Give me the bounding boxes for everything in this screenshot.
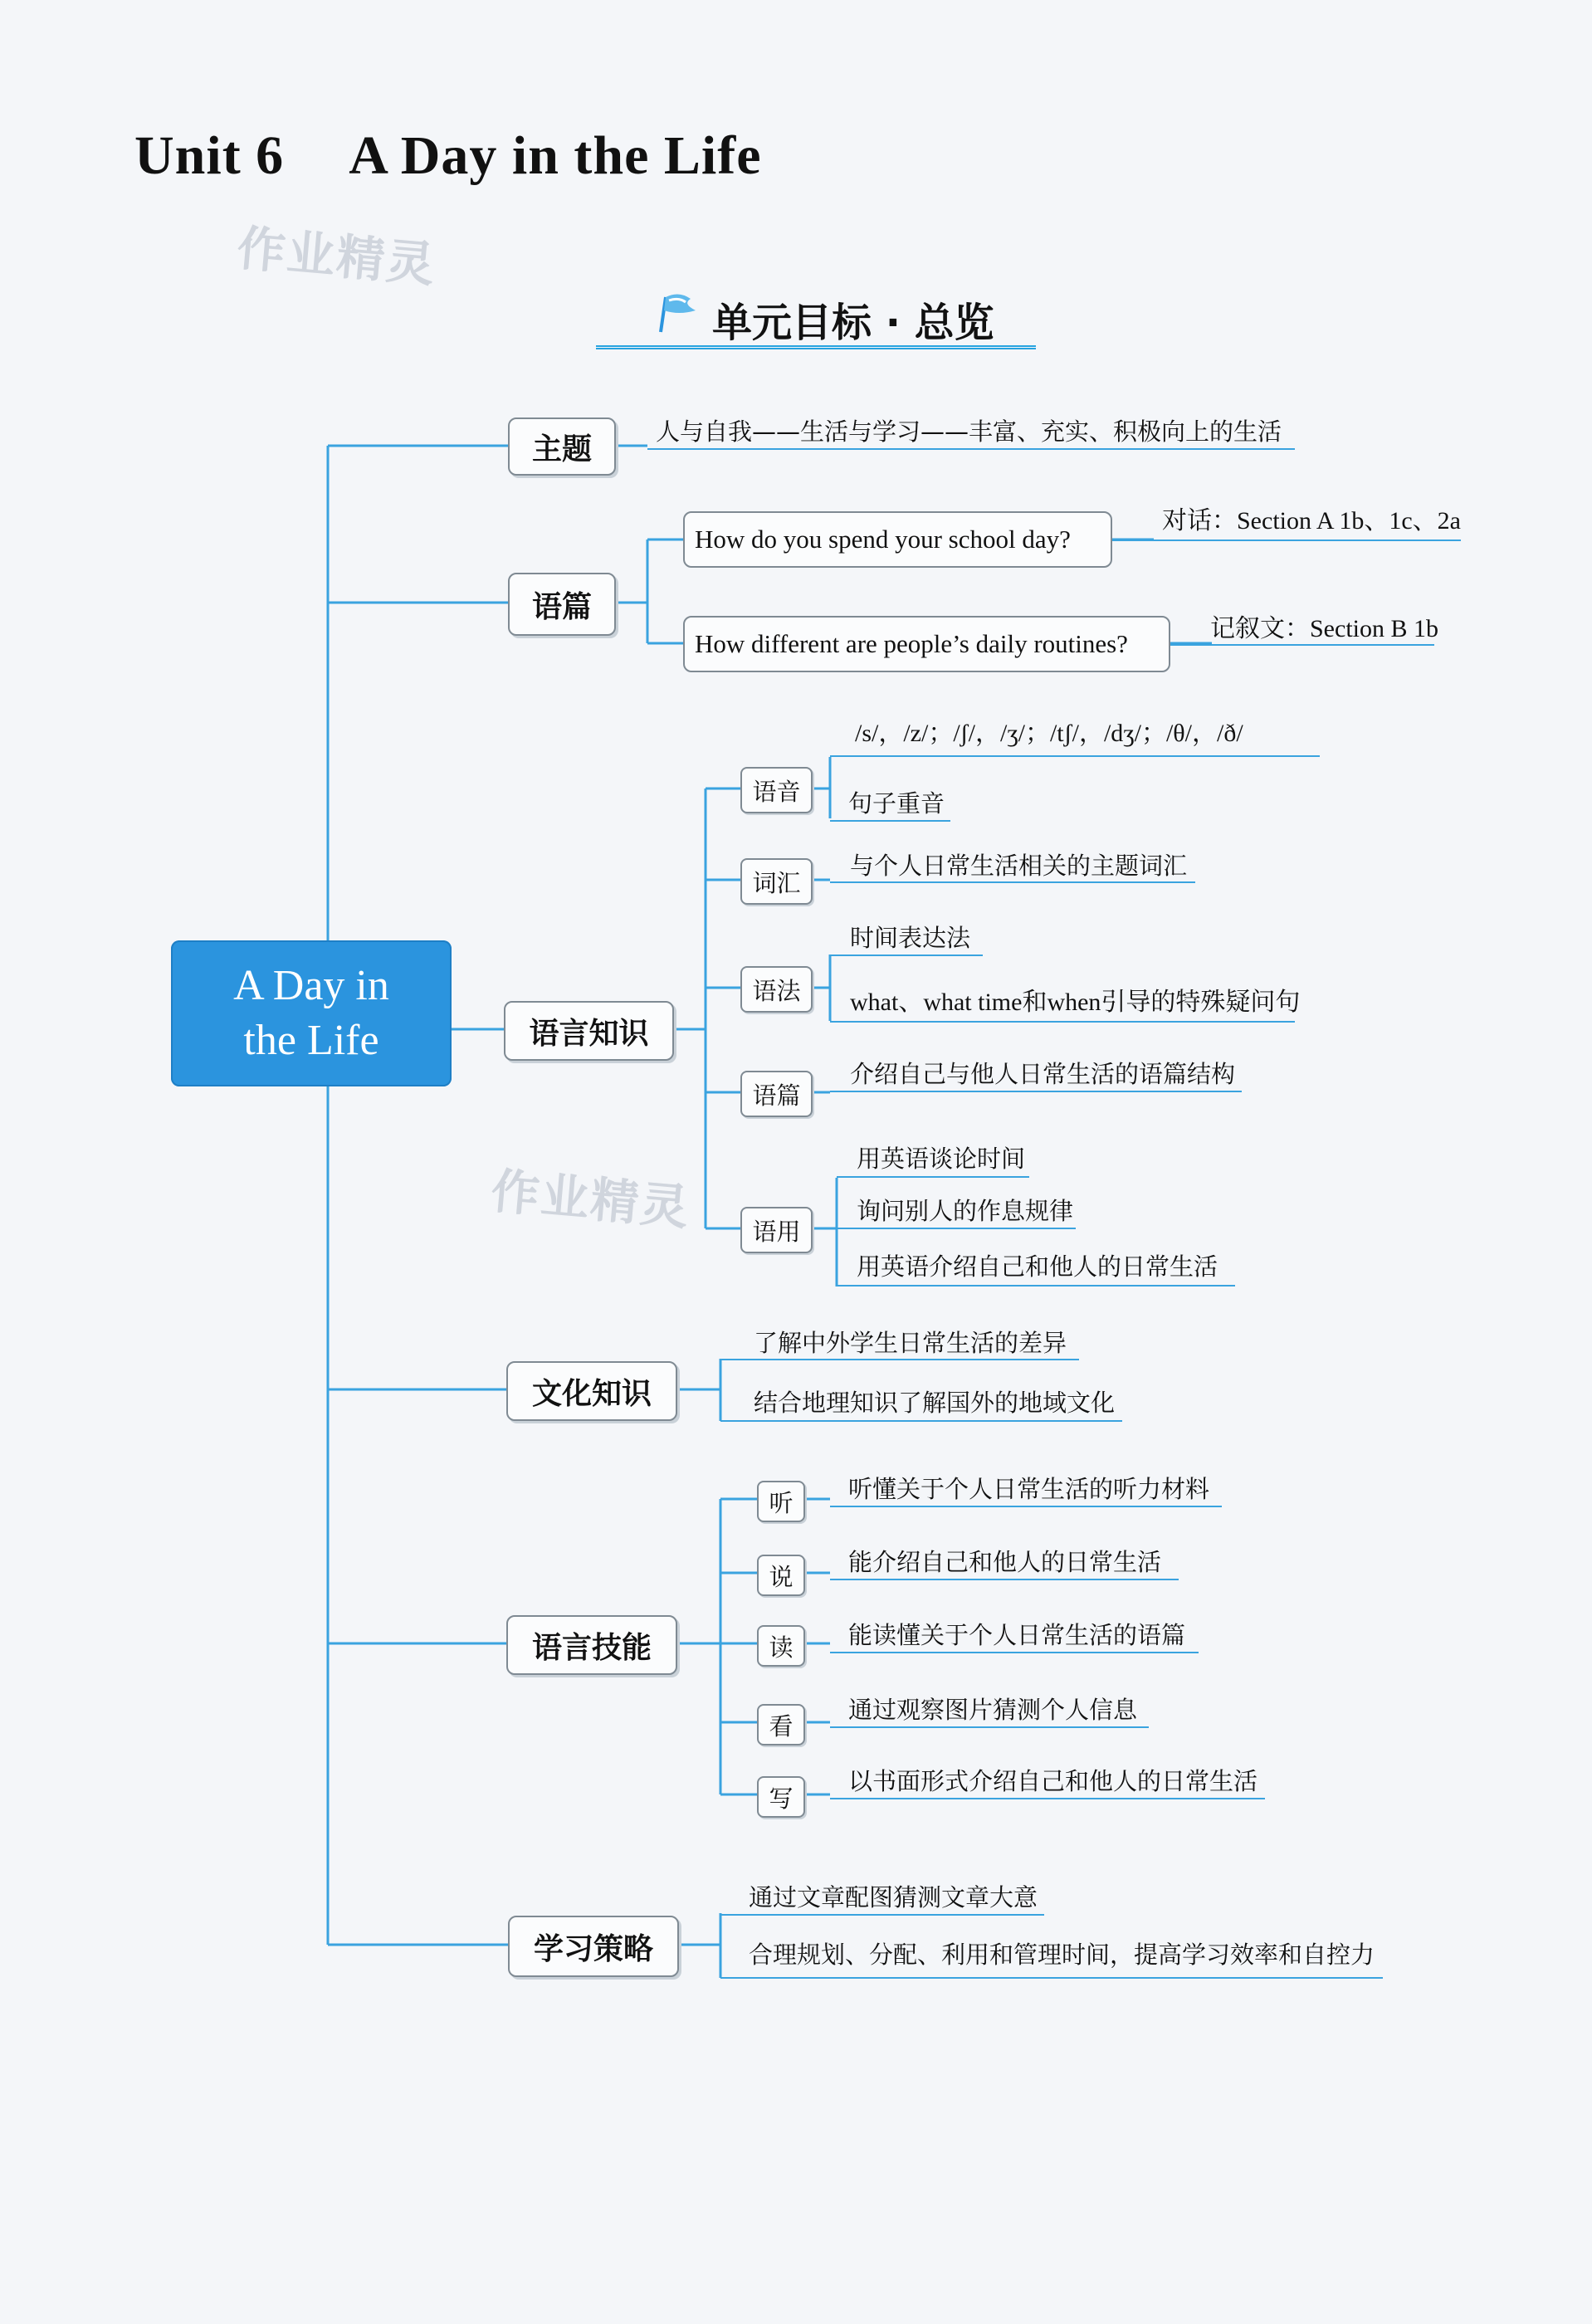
skill-speaking: 说 xyxy=(757,1555,805,1596)
skills-node: 语言技能 xyxy=(506,1615,677,1675)
watermark: 作业精灵 xyxy=(489,1162,693,1237)
lk-vocabulary-item-1: 与个人日常生活相关的主题词汇 xyxy=(850,852,1188,880)
lk-group-grammar: 语法 xyxy=(740,966,813,1013)
culture-item-2: 结合地理知识了解国外的地域文化 xyxy=(754,1389,1116,1417)
language-knowledge-node: 语言知识 xyxy=(504,1001,674,1061)
lk-group-vocabulary: 词汇 xyxy=(740,858,813,905)
underline xyxy=(830,1506,1222,1507)
theme-text: 人与自我——生活与学习——丰富、充实、积极向上的生活 xyxy=(656,417,1282,446)
underline xyxy=(830,1021,1295,1023)
lk-pragmatics-item-1: 用英语谈论时间 xyxy=(857,1145,1026,1173)
lk-discourse-item-1: 介绍自己与他人日常生活的语篇结构 xyxy=(850,1060,1236,1088)
underline xyxy=(837,1285,1235,1286)
underline xyxy=(1112,540,1461,541)
skill-writing-text: 以书面形式介绍自己和他人的日常生活 xyxy=(848,1767,1258,1795)
lk-pragmatics-item-2: 询问别人的作息规律 xyxy=(857,1197,1074,1225)
underline xyxy=(720,1359,1079,1360)
text-title-2: How different are people’s daily routines? xyxy=(683,616,1170,672)
underline xyxy=(830,1579,1179,1580)
underline xyxy=(830,1091,1242,1092)
underline xyxy=(720,1914,1044,1916)
lk-grammar-item-1: 时间表达法 xyxy=(850,924,971,952)
unit-label: Unit 6 xyxy=(134,125,285,186)
lk-phonetics-item-1: /s/，/z/；/ʃ/，/ʒ/；/tʃ/，/dʒ/；/θ/，/ð/ xyxy=(855,720,1243,747)
strategy-item-1: 通过文章配图猜测文章大意 xyxy=(749,1883,1038,1911)
skill-listening-text: 听懂关于个人日常生活的听力材料 xyxy=(848,1475,1210,1503)
underline xyxy=(837,1228,1076,1229)
unit-name: A Day in the Life xyxy=(349,125,762,186)
skill-viewing-text: 通过观察图片猜测个人信息 xyxy=(848,1696,1138,1724)
underline xyxy=(830,954,983,956)
underline xyxy=(1170,644,1434,646)
underline xyxy=(830,1726,1149,1728)
skill-listening: 听 xyxy=(757,1481,805,1522)
section-title-label: 单元目标 · 总览 xyxy=(712,300,994,346)
texts-node: 语篇 xyxy=(508,573,616,636)
underline xyxy=(830,1798,1265,1799)
lk-grammar-item-2: what、what time和when引导的特殊疑问句 xyxy=(850,989,1301,1016)
underline xyxy=(830,1652,1199,1653)
watermark: 作业精灵 xyxy=(235,219,439,294)
underline xyxy=(830,820,950,822)
skill-viewing: 看 xyxy=(757,1704,805,1745)
underline xyxy=(720,1420,1122,1422)
underline xyxy=(837,1176,1029,1178)
lk-pragmatics-item-3: 用英语介绍自己和他人的日常生活 xyxy=(857,1252,1218,1281)
strategy-node: 学习策略 xyxy=(508,1916,679,1977)
root-node xyxy=(171,940,452,1086)
root-line-1: A Day in xyxy=(233,962,389,1009)
skill-reading-text: 能读懂关于个人日常生活的语篇 xyxy=(848,1621,1186,1649)
skill-writing: 写 xyxy=(757,1776,805,1818)
culture-item-1: 了解中外学生日常生活的差异 xyxy=(754,1329,1067,1357)
underline xyxy=(830,881,1195,883)
theme-node: 主题 xyxy=(508,417,616,476)
lk-phonetics-item-2: 句子重音 xyxy=(848,789,945,818)
skill-reading: 读 xyxy=(757,1625,805,1667)
text-note-1: 对话：Section A 1b、1c、2a xyxy=(1162,507,1461,535)
lk-group-pragmatics: 语用 xyxy=(740,1207,813,1253)
underline xyxy=(720,1977,1383,1979)
underline xyxy=(647,448,1295,450)
strategy-item-2: 合理规划、分配、利用和管理时间，提高学习效率和自控力 xyxy=(749,1941,1375,1969)
culture-node: 文化知识 xyxy=(506,1361,677,1421)
lk-group-discourse: 语篇 xyxy=(740,1071,813,1117)
skill-speaking-text: 能介绍自己和他人的日常生活 xyxy=(848,1548,1162,1576)
text-note-2: 记叙文：Section B 1b xyxy=(1210,615,1438,642)
lk-group-phonetics: 语音 xyxy=(740,767,813,813)
root-line-2: the Life xyxy=(243,1017,379,1064)
text-title-1: How do you spend your school day? xyxy=(683,511,1112,568)
underline xyxy=(830,755,1320,757)
